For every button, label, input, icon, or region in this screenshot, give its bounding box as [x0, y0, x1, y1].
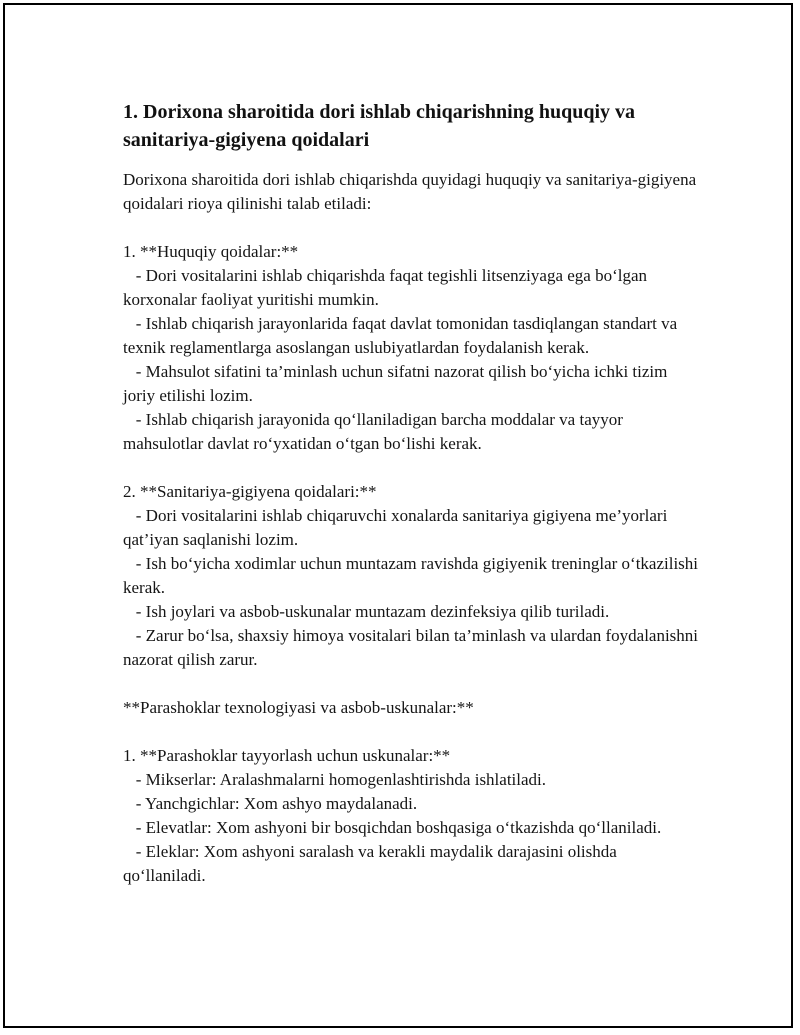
legal-rule-item: - Ishlab chiqarish jarayonida qo‘llaniladigan barcha moddalar va tayyor mahsulotlar davlat ro‘yxatidan o‘tgan bo‘lishi kerak.	[123, 410, 628, 453]
equipment-item: - Elevatlar: Xom ashyoni bir bosqichdan boshqasiga o‘tkazishda qo‘llaniladi.	[123, 818, 662, 837]
spacer	[123, 672, 703, 696]
equipment-item: - Mikserlar: Aralashmalarni homogenlashtirishda ishlatiladi.	[123, 770, 547, 789]
spacer	[123, 216, 703, 240]
document-body	[123, 98, 703, 888]
spacer	[123, 720, 703, 744]
legal-rule-item: - Ishlab chiqarish jarayonlarida faqat davlat tomonidan tasdiqlangan standart va texnik reglamentlarga asoslangan uslubiyatlardan foydalanish kerak.	[123, 314, 682, 357]
section-powders-title: **Parashoklar texnologiyasi va asbob-uskunalar:**	[123, 698, 474, 717]
legal-rule-item: - Mahsulot sifatini ta’minlash uchun sifatni nazorat qilish bo‘yicha ichki tizim joriy etilishi lozim.	[123, 362, 672, 405]
sanitary-rule-item: - Zarur bo‘lsa, shaxsiy himoya vositalari bilan ta’minlash va ulardan foydalanishni nazorat qilish zarur.	[123, 626, 703, 669]
equipment-item: - Eleklar: Xom ashyoni saralash va kerakli maydalik darajasini olishda qo‘llaniladi.	[123, 842, 622, 885]
sanitary-rule-item: - Ish joylari va asbob-uskunalar muntazam dezinfeksiya qilib turiladi.	[123, 602, 610, 621]
sanitary-rule-item: - Dori vositalarini ishlab chiqaruvchi xonalarda sanitariya gigiyena me’yorlari qat’iyan saqlanishi lozim.	[123, 506, 672, 549]
page-frame	[3, 3, 793, 1028]
spacer	[123, 456, 703, 480]
legal-rule-item: - Dori vositalarini ishlab chiqarishda faqat tegishli litsenziyaga ega bo‘lgan korxonalar faoliyat yuritishi mumkin.	[123, 266, 652, 309]
section-equipment-heading: 1. **Parashoklar tayyorlash uchun uskunalar:**	[123, 746, 451, 765]
section-legal-heading: 1. **Huquqiy qoidalar:**	[123, 242, 299, 261]
document-title: 1. Dorixona sharoitida dori ishlab chiqarishning huquqiy va sanitariya-gigiyena qoidalari	[123, 101, 636, 151]
section-sanitary-heading: 2. **Sanitariya-gigiyena qoidalari:**	[123, 482, 377, 501]
sanitary-rule-item: - Ish bo‘yicha xodimlar uchun muntazam ravishda gigiyenik treninglar o‘tkazilishi kerak.	[123, 554, 703, 597]
intro-paragraph: Dorixona sharoitida dori ishlab chiqarishda quyidagi huquqiy va sanitariya-gigiyena qoidalari rioya qilinishi talab etiladi:	[123, 170, 701, 213]
equipment-item: - Yanchgichlar: Xom ashyo maydalanadi.	[123, 794, 418, 813]
